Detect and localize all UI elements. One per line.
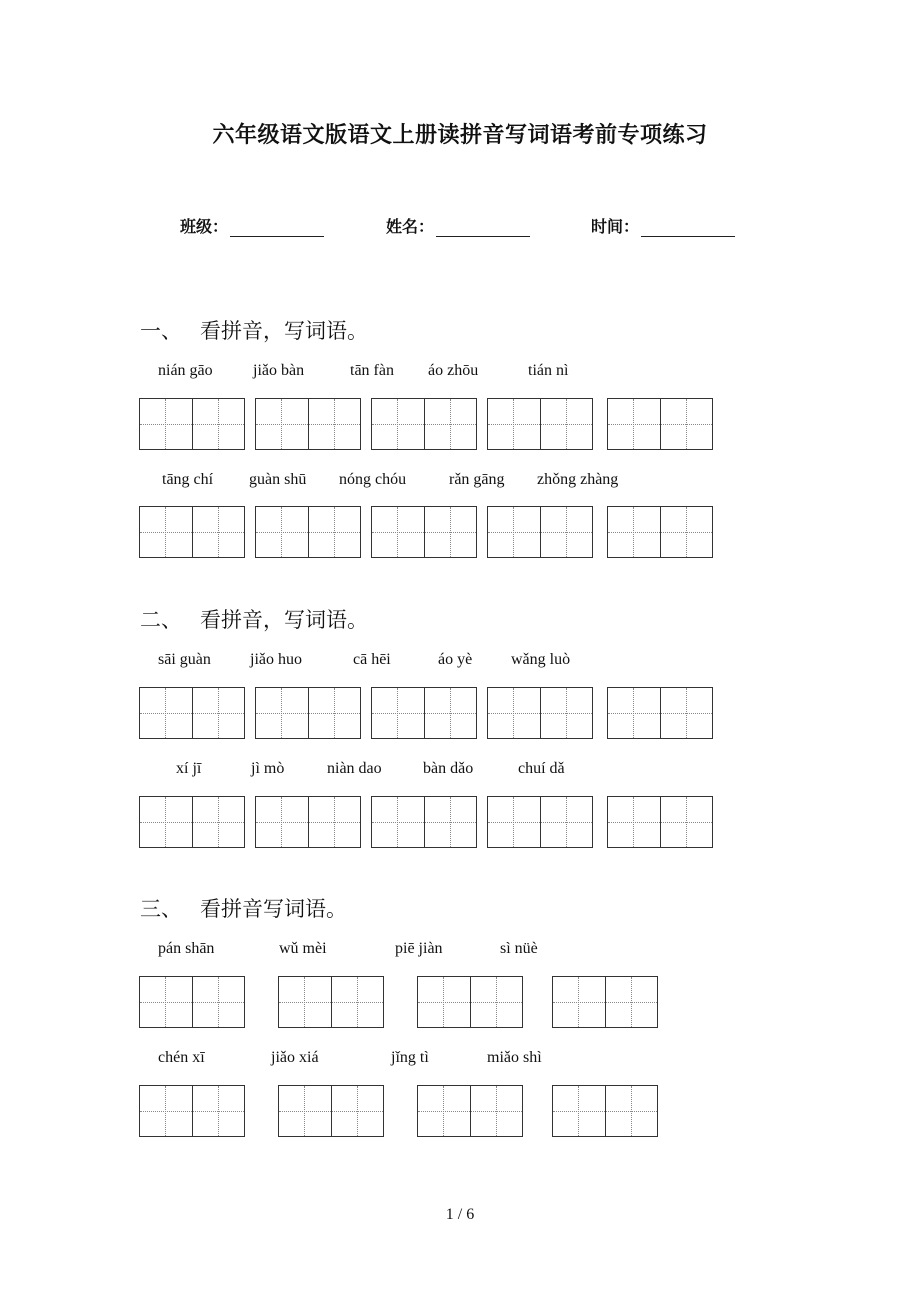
pinyin-label: pán shān — [158, 940, 215, 957]
pinyin-label: áo yè — [438, 651, 473, 668]
writing-grid[interactable] — [139, 1085, 245, 1137]
writing-grid[interactable] — [255, 796, 361, 848]
writing-grid[interactable] — [417, 1085, 523, 1137]
pinyin-label: niàn dao — [327, 760, 382, 777]
section-1-title: 一、 看拼音，写词语。 — [140, 319, 368, 343]
writing-grid[interactable] — [371, 687, 477, 739]
pinyin-label: jiǎo huo — [250, 651, 302, 668]
pinyin-label: tāng chí — [162, 471, 214, 488]
time-blank[interactable] — [641, 218, 735, 237]
pinyin-label: nóng chóu — [339, 471, 407, 488]
pinyin-label: tián nì — [528, 362, 569, 379]
section-3-title: 三、 看拼音写词语。 — [140, 897, 347, 921]
pinyin-label: jiǎo xiá — [271, 1049, 319, 1066]
pinyin-label: wǔ mèi — [279, 940, 327, 957]
writing-grid[interactable] — [139, 506, 245, 558]
section-2-title: 二、 看拼音，写词语。 — [140, 608, 368, 632]
time-field — [591, 214, 735, 237]
pinyin-label: zhǒng zhàng — [537, 471, 619, 488]
writing-grid[interactable] — [278, 976, 384, 1028]
writing-grid[interactable] — [487, 796, 593, 848]
pinyin-label: nián gāo — [158, 362, 213, 379]
page-title: 六年级语文版语文上册读拼音写词语考前专项练习 — [212, 123, 708, 148]
pinyin-label: jiǎo bàn — [253, 362, 305, 379]
writing-grid[interactable] — [255, 506, 361, 558]
pinyin-label: jì mò — [251, 760, 285, 777]
class-blank[interactable] — [230, 218, 324, 237]
pinyin-label: cā hēi — [353, 651, 391, 668]
time-label: 时间： — [591, 217, 640, 236]
writing-grid[interactable] — [487, 506, 593, 558]
pinyin-label: miǎo shì — [487, 1049, 542, 1066]
pinyin-label: sì nüè — [500, 940, 538, 957]
pinyin-label: chuí dǎ — [518, 760, 565, 777]
pinyin-label: tān fàn — [350, 362, 394, 379]
pinyin-label: xí jī — [176, 760, 202, 777]
name-field — [386, 214, 530, 237]
pinyin-label: piē jiàn — [395, 940, 443, 957]
writing-grid[interactable] — [139, 687, 245, 739]
name-blank[interactable] — [436, 218, 530, 237]
class-field — [180, 214, 324, 237]
writing-grid[interactable] — [607, 687, 713, 739]
writing-grid[interactable] — [371, 506, 477, 558]
writing-grid[interactable] — [417, 976, 523, 1028]
writing-grid[interactable] — [139, 398, 245, 450]
pinyin-label: jǐng tì — [391, 1049, 429, 1066]
writing-grid[interactable] — [607, 796, 713, 848]
pinyin-label: wǎng luò — [511, 651, 571, 668]
writing-grid[interactable] — [487, 398, 593, 450]
writing-grid[interactable] — [552, 976, 658, 1028]
class-label: 班级： — [180, 217, 229, 236]
writing-grid[interactable] — [139, 976, 245, 1028]
pinyin-label: chén xī — [158, 1049, 205, 1066]
pinyin-label: guàn shū — [249, 471, 307, 488]
writing-grid[interactable] — [255, 398, 361, 450]
pinyin-label: sāi guàn — [158, 651, 211, 668]
pinyin-label: áo zhōu — [428, 362, 479, 379]
pinyin-label: bàn dǎo — [423, 760, 474, 777]
pinyin-label: rǎn gāng — [449, 471, 505, 488]
writing-grid[interactable] — [487, 687, 593, 739]
writing-grid[interactable] — [607, 506, 713, 558]
name-label: 姓名： — [386, 217, 435, 236]
writing-grid[interactable] — [255, 687, 361, 739]
writing-grid[interactable] — [607, 398, 713, 450]
writing-grid[interactable] — [371, 398, 477, 450]
page-number: 1 / 6 — [445, 1206, 475, 1223]
writing-grid[interactable] — [278, 1085, 384, 1137]
writing-grid[interactable] — [552, 1085, 658, 1137]
writing-grid[interactable] — [371, 796, 477, 848]
writing-grid[interactable] — [139, 796, 245, 848]
